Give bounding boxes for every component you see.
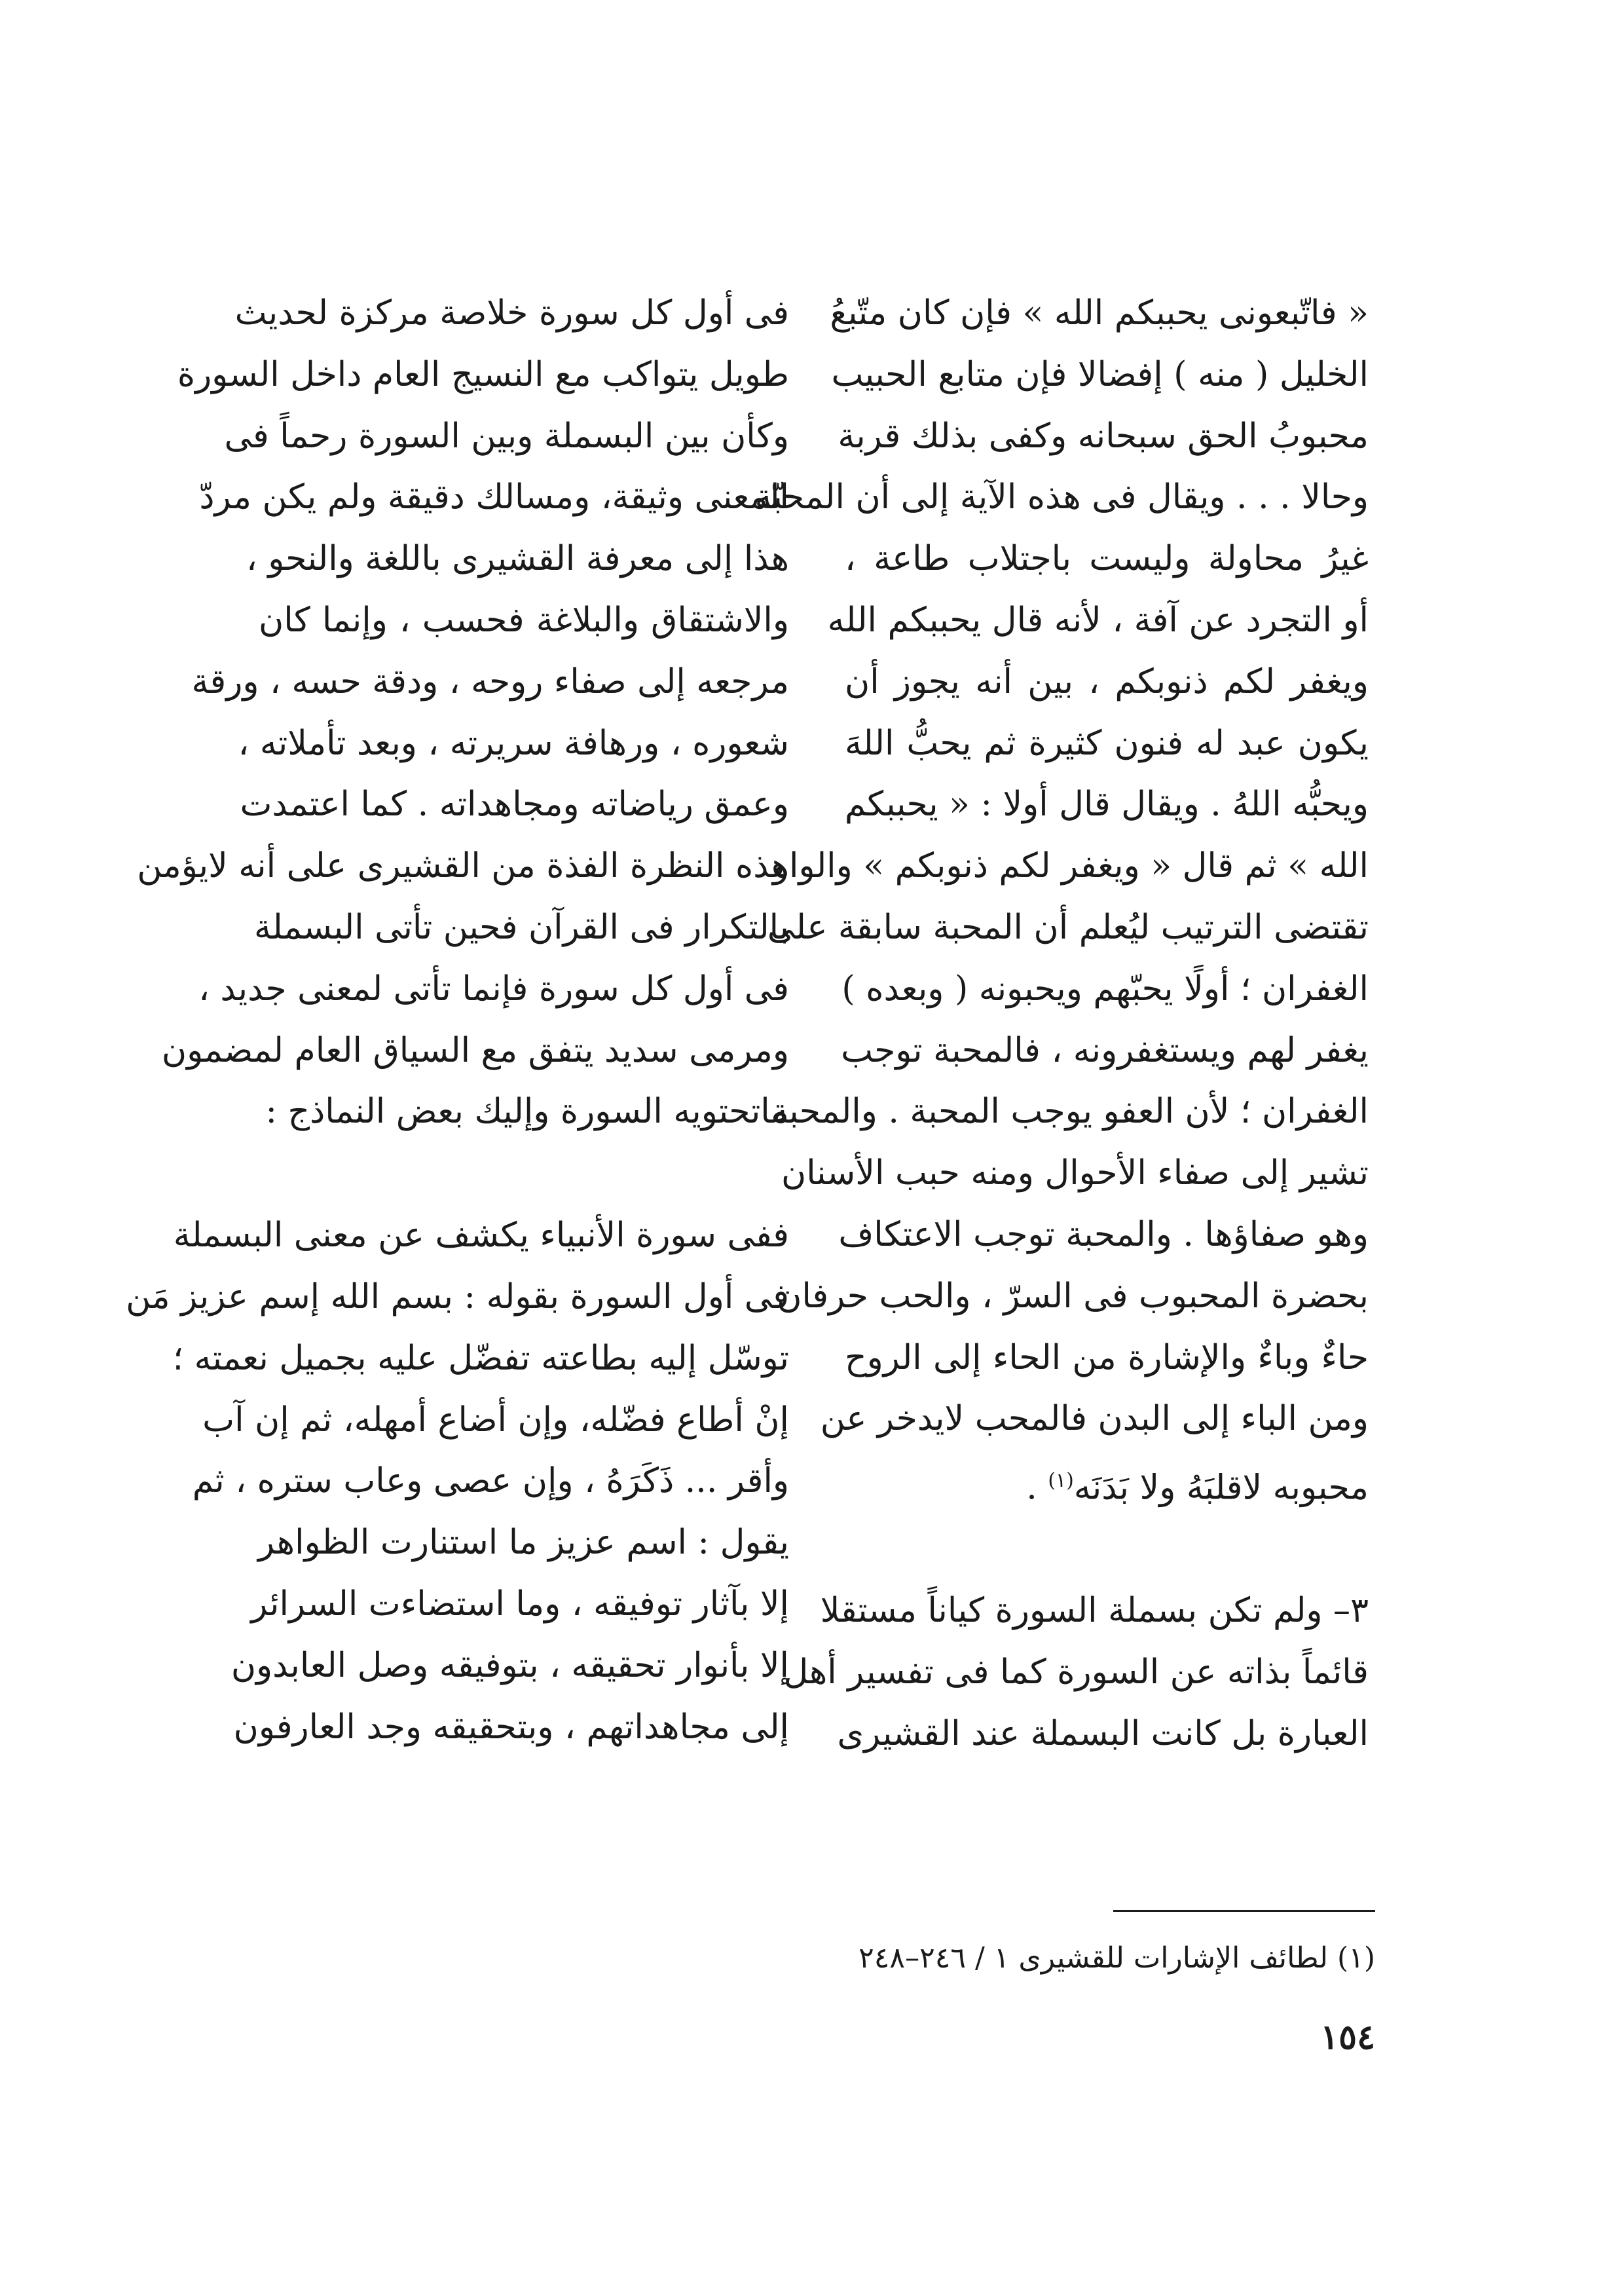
text-line: تشير إلى صفاء الأحوال ومنه حبب الأسنان — [781, 1153, 1369, 1193]
text-line: غيرُ محاولة وليست باجتلاب طاعة ، — [845, 539, 1369, 579]
text-line: هذه النظرة الفذة من القشيرى على أنه لايؤمن — [137, 846, 789, 886]
text-line: يغفر لهم ويستغفرونه ، فالمحبة توجب — [841, 1030, 1369, 1070]
sentence-end-mark: . — [1026, 1468, 1037, 1508]
text-line: ومن الباء إلى البدن فالمحب لايدخر عن — [820, 1399, 1369, 1439]
right-text-column — [754, 283, 1369, 1765]
text-line: ففى سورة الأنبياء يكشف عن معنى البسملة — [173, 1216, 789, 1256]
text-line: ٣– ولم تكن بسملة السورة كياناً مستقلا — [820, 1591, 1369, 1631]
text-line: هذا إلى معرفة القشيرى باللغة والنحو ، — [246, 539, 789, 579]
text-line: توسّل إليه بطاعته تفضّل عليه بجميل نعمته ؛ — [172, 1338, 789, 1378]
text-line-last — [845, 1450, 1369, 1519]
text-line: إلا بآثار توفيقه ، وما استضاءت السرائر — [251, 1584, 789, 1624]
text-line: الغفران ؛ أولًا يحبّهم ويحبونه ( وبعده ) — [841, 969, 1369, 1009]
text-line: المعنى وثيقة، ومسالك دقيقة ولم يكن مردّ — [199, 477, 789, 517]
footnote-divider — [1113, 1910, 1375, 1912]
footnote-reference: (١) — [1048, 1469, 1074, 1493]
page-number: ١٥٤ — [1320, 2017, 1375, 2057]
text-line: يقول : اسم عزيز ما استنارت الظواهر — [257, 1523, 789, 1563]
text-line: وحالا . . . ويقال فى هذه الآية إلى أن المحبّة — [754, 477, 1369, 517]
text-line: الخليل ( منه ) إفضالا فإن متابع الحبيب — [831, 354, 1369, 394]
text-line: الله » ثم قال « ويغفر لكم ذنوبكم » والواو — [772, 846, 1369, 886]
text-line: فى أول كل سورة فإنما تأتى لمعنى جديد ، — [198, 969, 789, 1009]
footnote: (١) لطائف الإشارات للقشيرى ١ / ٢٤٦–٢٤٨ — [858, 1941, 1375, 1975]
text-line: وعمق رياضاته ومجاهداته . كما اعتمدت — [240, 785, 789, 825]
text-line: بالتكرار فى القرآن فحين تأتى البسملة — [254, 907, 789, 947]
text-line: يكون عبد له فنون كثيرة ثم يحبُّ اللهَ — [845, 723, 1369, 763]
text-line: طويل يتواكب مع النسيج العام داخل السورة — [177, 354, 789, 394]
text-line: حاءٌ وباءٌ والإشارة من الحاء إلى الروح — [845, 1337, 1369, 1377]
paragraph-gap — [845, 1519, 1369, 1580]
text-line: بحضرة المحبوب فى السرّ ، والحب حرفان — [777, 1276, 1369, 1316]
text-line: العبارة بل كانت البسملة عند القشيرى — [837, 1713, 1369, 1753]
text-line: وأقر ... ذَكَرَهُ ، وإن عصى وعاب ستره ، ثم — [192, 1461, 789, 1501]
left-text-column — [126, 283, 789, 1758]
text-line: والاشتقاق والبلاغة فحسب ، وإنما كان — [259, 600, 789, 640]
text-line: أو التجرد عن آفة ، لأنه قال يحببكم الله — [827, 600, 1369, 640]
text-line: قائماً بذاته عن السورة كما فى تفسير أهل — [783, 1652, 1369, 1692]
text-line: ويحبُّه اللهُ . ويقال قال أولا : « يحببكم — [844, 785, 1369, 825]
text-line: الغفران ؛ لأن العفو يوجب المحبة . والمحبة — [771, 1092, 1369, 1132]
text-line: شعوره ، ورهافة سريرته ، وبعد تأملاته ، — [238, 723, 789, 763]
text-line: إلى مجاهداتهم ، وبتحقيقه وجد العارفون — [233, 1707, 789, 1747]
paragraph-gap — [259, 1143, 789, 1205]
text-line: فى أول كل سورة خلاصة مركزة لحديث — [234, 293, 789, 333]
text-line: مرجعه إلى صفاء روحه ، ودقة حسه ، ورقة — [191, 662, 789, 701]
text-line: « فاتّبعونى يحببكم الله » فإن كان متّبعُ — [830, 293, 1369, 333]
text-line: ومرمى سديد يتفق مع السياق العام لمضمون — [161, 1030, 789, 1070]
text-line: إلا بأنوار تحقيقه ، بتوفيقه وصل العابدون — [231, 1645, 789, 1685]
line-text: محبوبه لاقلبَهُ ولا بَدَنَه — [1073, 1468, 1369, 1508]
text-line: إنْ أطاع فضّله، وإن أضاع أمهله، ثم إن آب — [202, 1400, 789, 1440]
text-line: فى أول السورة بقوله : بسم الله إسم عزيز مَن — [126, 1277, 789, 1316]
text-line-last: ماتحتويه السورة وإليك بعض النماذج : — [265, 1092, 789, 1132]
text-line: وكأن بين البسملة وبين السورة رحماً فى — [224, 416, 789, 456]
text-line: وهو صفاؤها . والمحبة توجب الاعتكاف — [838, 1214, 1369, 1254]
text-line: تقتضى الترتيب ليُعلم أن المحبة سابقة على — [767, 907, 1369, 947]
text-line: محبوبُ الحق سبحانه وكفى بذلك قربة — [838, 416, 1369, 456]
text-line: ويغفر لكم ذنوبكم ، بين أنه يجوز أن — [845, 662, 1369, 701]
